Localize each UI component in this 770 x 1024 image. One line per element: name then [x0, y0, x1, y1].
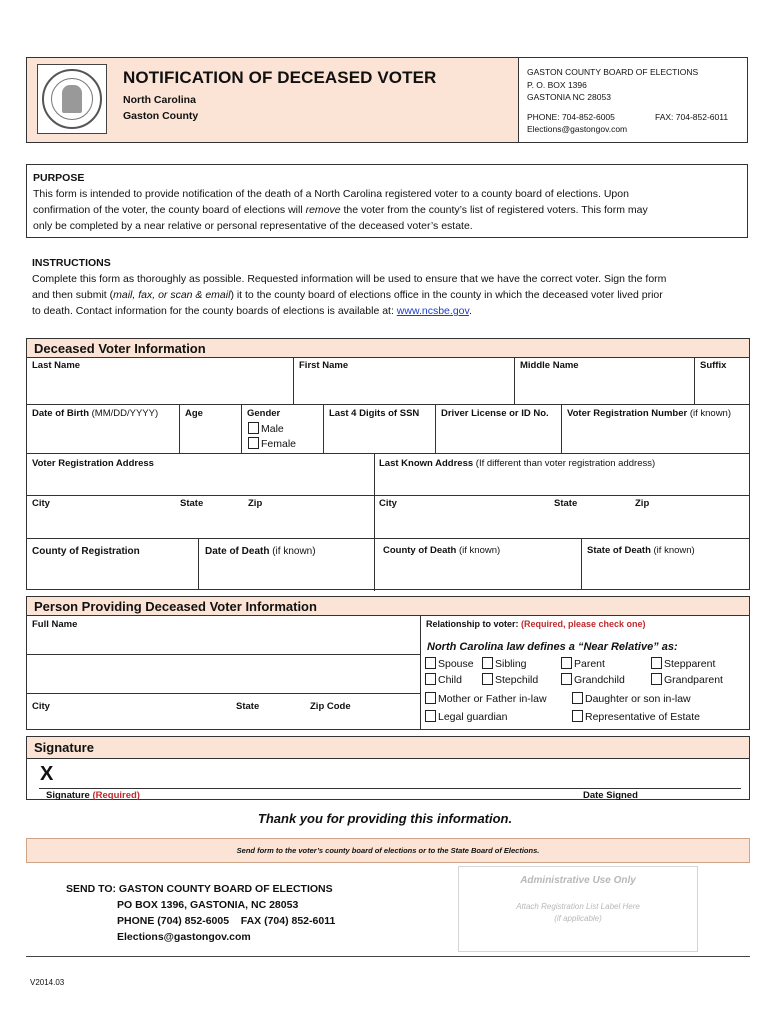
- ssn-field[interactable]: Last 4 Digits of SSN: [329, 408, 420, 419]
- purpose-section: [26, 164, 748, 238]
- purpose-line-2: confirmation of the voter, the county board of elections will remove the voter from the county’s list of registered voters. This form may: [33, 204, 648, 216]
- county-name: Gaston County: [123, 110, 199, 122]
- header-title-panel: [27, 58, 519, 142]
- signature-field[interactable]: Signature (Required): [46, 790, 140, 801]
- voter-registration-number-field[interactable]: Voter Registration Number (if known): [567, 408, 732, 419]
- send-to-email: Elections@gastongov.com: [117, 931, 251, 943]
- stepparent-checkbox[interactable]: Stepparent: [651, 657, 715, 670]
- board-name: GASTON COUNTY BOARD OF ELECTIONS: [527, 67, 699, 77]
- child-checkbox[interactable]: Child: [425, 673, 462, 686]
- send-to-phone-fax: PHONE (704) 852-6005 FAX (704) 852-6011: [117, 915, 336, 927]
- first-name-field[interactable]: First Name: [299, 360, 349, 371]
- last-name-field[interactable]: Last Name: [32, 360, 81, 371]
- board-fax: FAX: 704-852-6011: [655, 111, 729, 122]
- representative-of-estate-checkbox[interactable]: Representative of Estate: [572, 710, 700, 723]
- mother-father-in-law-checkbox[interactable]: Mother or Father in-law: [425, 692, 547, 705]
- person-providing-section: [26, 596, 750, 730]
- grandparent-checkbox[interactable]: Grandparent: [651, 673, 723, 686]
- admin-note: (if applicable): [554, 914, 602, 923]
- administrative-use-box: [458, 866, 698, 952]
- board-po-box: P. O. BOX 1396: [527, 79, 587, 90]
- deceased-voter-section: [26, 338, 750, 590]
- admin-title: Administrative Use Only: [520, 875, 636, 886]
- spouse-checkbox[interactable]: Spouse: [425, 657, 474, 670]
- purpose-line-3: only be completed by a near relative or personal representative of the deceased voter’s estate.: [33, 220, 473, 232]
- daughter-son-in-law-checkbox[interactable]: Daughter or son in-law: [572, 692, 691, 705]
- send-form-note: Send form to the voter’s county board of elections or to the State Board of Elections.: [26, 838, 750, 863]
- ncsbe-link[interactable]: www.ncsbe.gov: [396, 305, 469, 317]
- relationship-label: Relationship to voter: (Required, please check one): [426, 619, 646, 629]
- date-signed-field[interactable]: Date Signed: [583, 790, 638, 801]
- voter-registration-address-field[interactable]: Voter Registration Address: [32, 458, 154, 469]
- full-name-field[interactable]: Full Name: [32, 619, 78, 630]
- send-to-box: PO BOX 1396, GASTONIA, NC 28053: [117, 899, 299, 911]
- stepchild-checkbox[interactable]: Stepchild: [482, 673, 538, 686]
- state-of-death-field[interactable]: State of Death (if known): [587, 545, 695, 556]
- instructions-line-3: to death. Contact information for the county boards of elections is available at: www.ncsbe.gov.: [32, 305, 472, 317]
- last-state-field[interactable]: State: [554, 498, 578, 509]
- grandchild-checkbox[interactable]: Grandchild: [561, 673, 625, 686]
- gender-male-checkbox[interactable]: Male: [248, 422, 284, 435]
- form-version: V2014.03: [30, 978, 65, 987]
- deceased-section-title: Deceased Voter Information: [27, 339, 749, 358]
- instructions-section: [32, 255, 748, 319]
- gender-female-checkbox[interactable]: Female: [248, 437, 296, 450]
- purpose-heading: PURPOSE: [33, 172, 85, 184]
- board-city: GASTONIA NC 28053: [527, 92, 611, 102]
- middle-name-field[interactable]: Middle Name: [520, 360, 579, 371]
- signature-section: [26, 736, 750, 800]
- last-known-address-field[interactable]: Last Known Address (If different than voter registration address): [379, 458, 656, 469]
- reg-city-field[interactable]: City: [32, 498, 50, 509]
- sibling-checkbox[interactable]: Sibling: [482, 657, 527, 670]
- state-name: North Carolina: [123, 94, 196, 106]
- instructions-line-1: Complete this form as thoroughly as possible. Requested information will be used to ensure that we have the correct voter. Sign the form: [32, 273, 667, 285]
- purpose-line-1: This form is intended to provide notification of the death of a North Carolina registered voter to a county board of elections. Upon: [33, 188, 629, 200]
- last-city-field[interactable]: City: [379, 498, 397, 509]
- thank-you-message: Thank you for providing this information.: [257, 811, 513, 826]
- date-of-death-field[interactable]: Date of Death (if known): [205, 546, 316, 557]
- instructions-heading: INSTRUCTIONS: [32, 257, 111, 269]
- reg-state-field[interactable]: State: [180, 498, 204, 509]
- board-phone: PHONE: 704-852-6005: [527, 111, 615, 122]
- person-state-field[interactable]: State: [236, 701, 260, 712]
- person-zip-field[interactable]: Zip Code: [310, 701, 351, 712]
- form-header: [26, 57, 748, 143]
- board-contact-info: [527, 66, 747, 136]
- reg-zip-field[interactable]: Zip: [248, 498, 263, 509]
- send-to-block: [66, 881, 335, 945]
- age-field[interactable]: Age: [185, 408, 203, 419]
- gender-label: Gender: [247, 408, 281, 419]
- suffix-field[interactable]: Suffix: [700, 360, 727, 371]
- last-zip-field[interactable]: Zip: [635, 498, 650, 509]
- form-title: NOTIFICATION OF DECEASED VOTER: [123, 68, 437, 87]
- person-section-title: Person Providing Deceased Voter Information: [27, 597, 749, 616]
- signature-x-mark: X: [40, 763, 54, 785]
- legal-guardian-checkbox[interactable]: Legal guardian: [425, 710, 507, 723]
- person-city-field[interactable]: City: [32, 701, 50, 712]
- parent-checkbox[interactable]: Parent: [561, 657, 605, 670]
- state-seal-icon: [37, 64, 107, 134]
- send-to-name: GASTON COUNTY BOARD OF ELECTIONS: [118, 883, 333, 895]
- county-of-death-field[interactable]: County of Death (if known): [383, 545, 501, 556]
- license-field[interactable]: Driver License or ID No.: [441, 408, 549, 419]
- admin-label: Attach Registration List Label Here: [516, 902, 640, 911]
- board-email: Elections@gastongov.com: [527, 124, 628, 134]
- send-to-label: SEND TO:: [66, 883, 116, 895]
- footer-divider: [26, 956, 750, 957]
- near-relative-note: North Carolina law defines a “Near Relative” as:: [427, 641, 678, 653]
- county-of-registration-field[interactable]: County of Registration: [32, 546, 140, 557]
- signature-section-title: Signature: [27, 737, 749, 759]
- instructions-line-2: and then submit (mail, fax, or scan & email) it to the county board of elections office in the county in which the deceased voter lived prior: [32, 289, 663, 301]
- date-of-birth-field[interactable]: Date of Birth (MM/DD/YYYY): [32, 408, 159, 419]
